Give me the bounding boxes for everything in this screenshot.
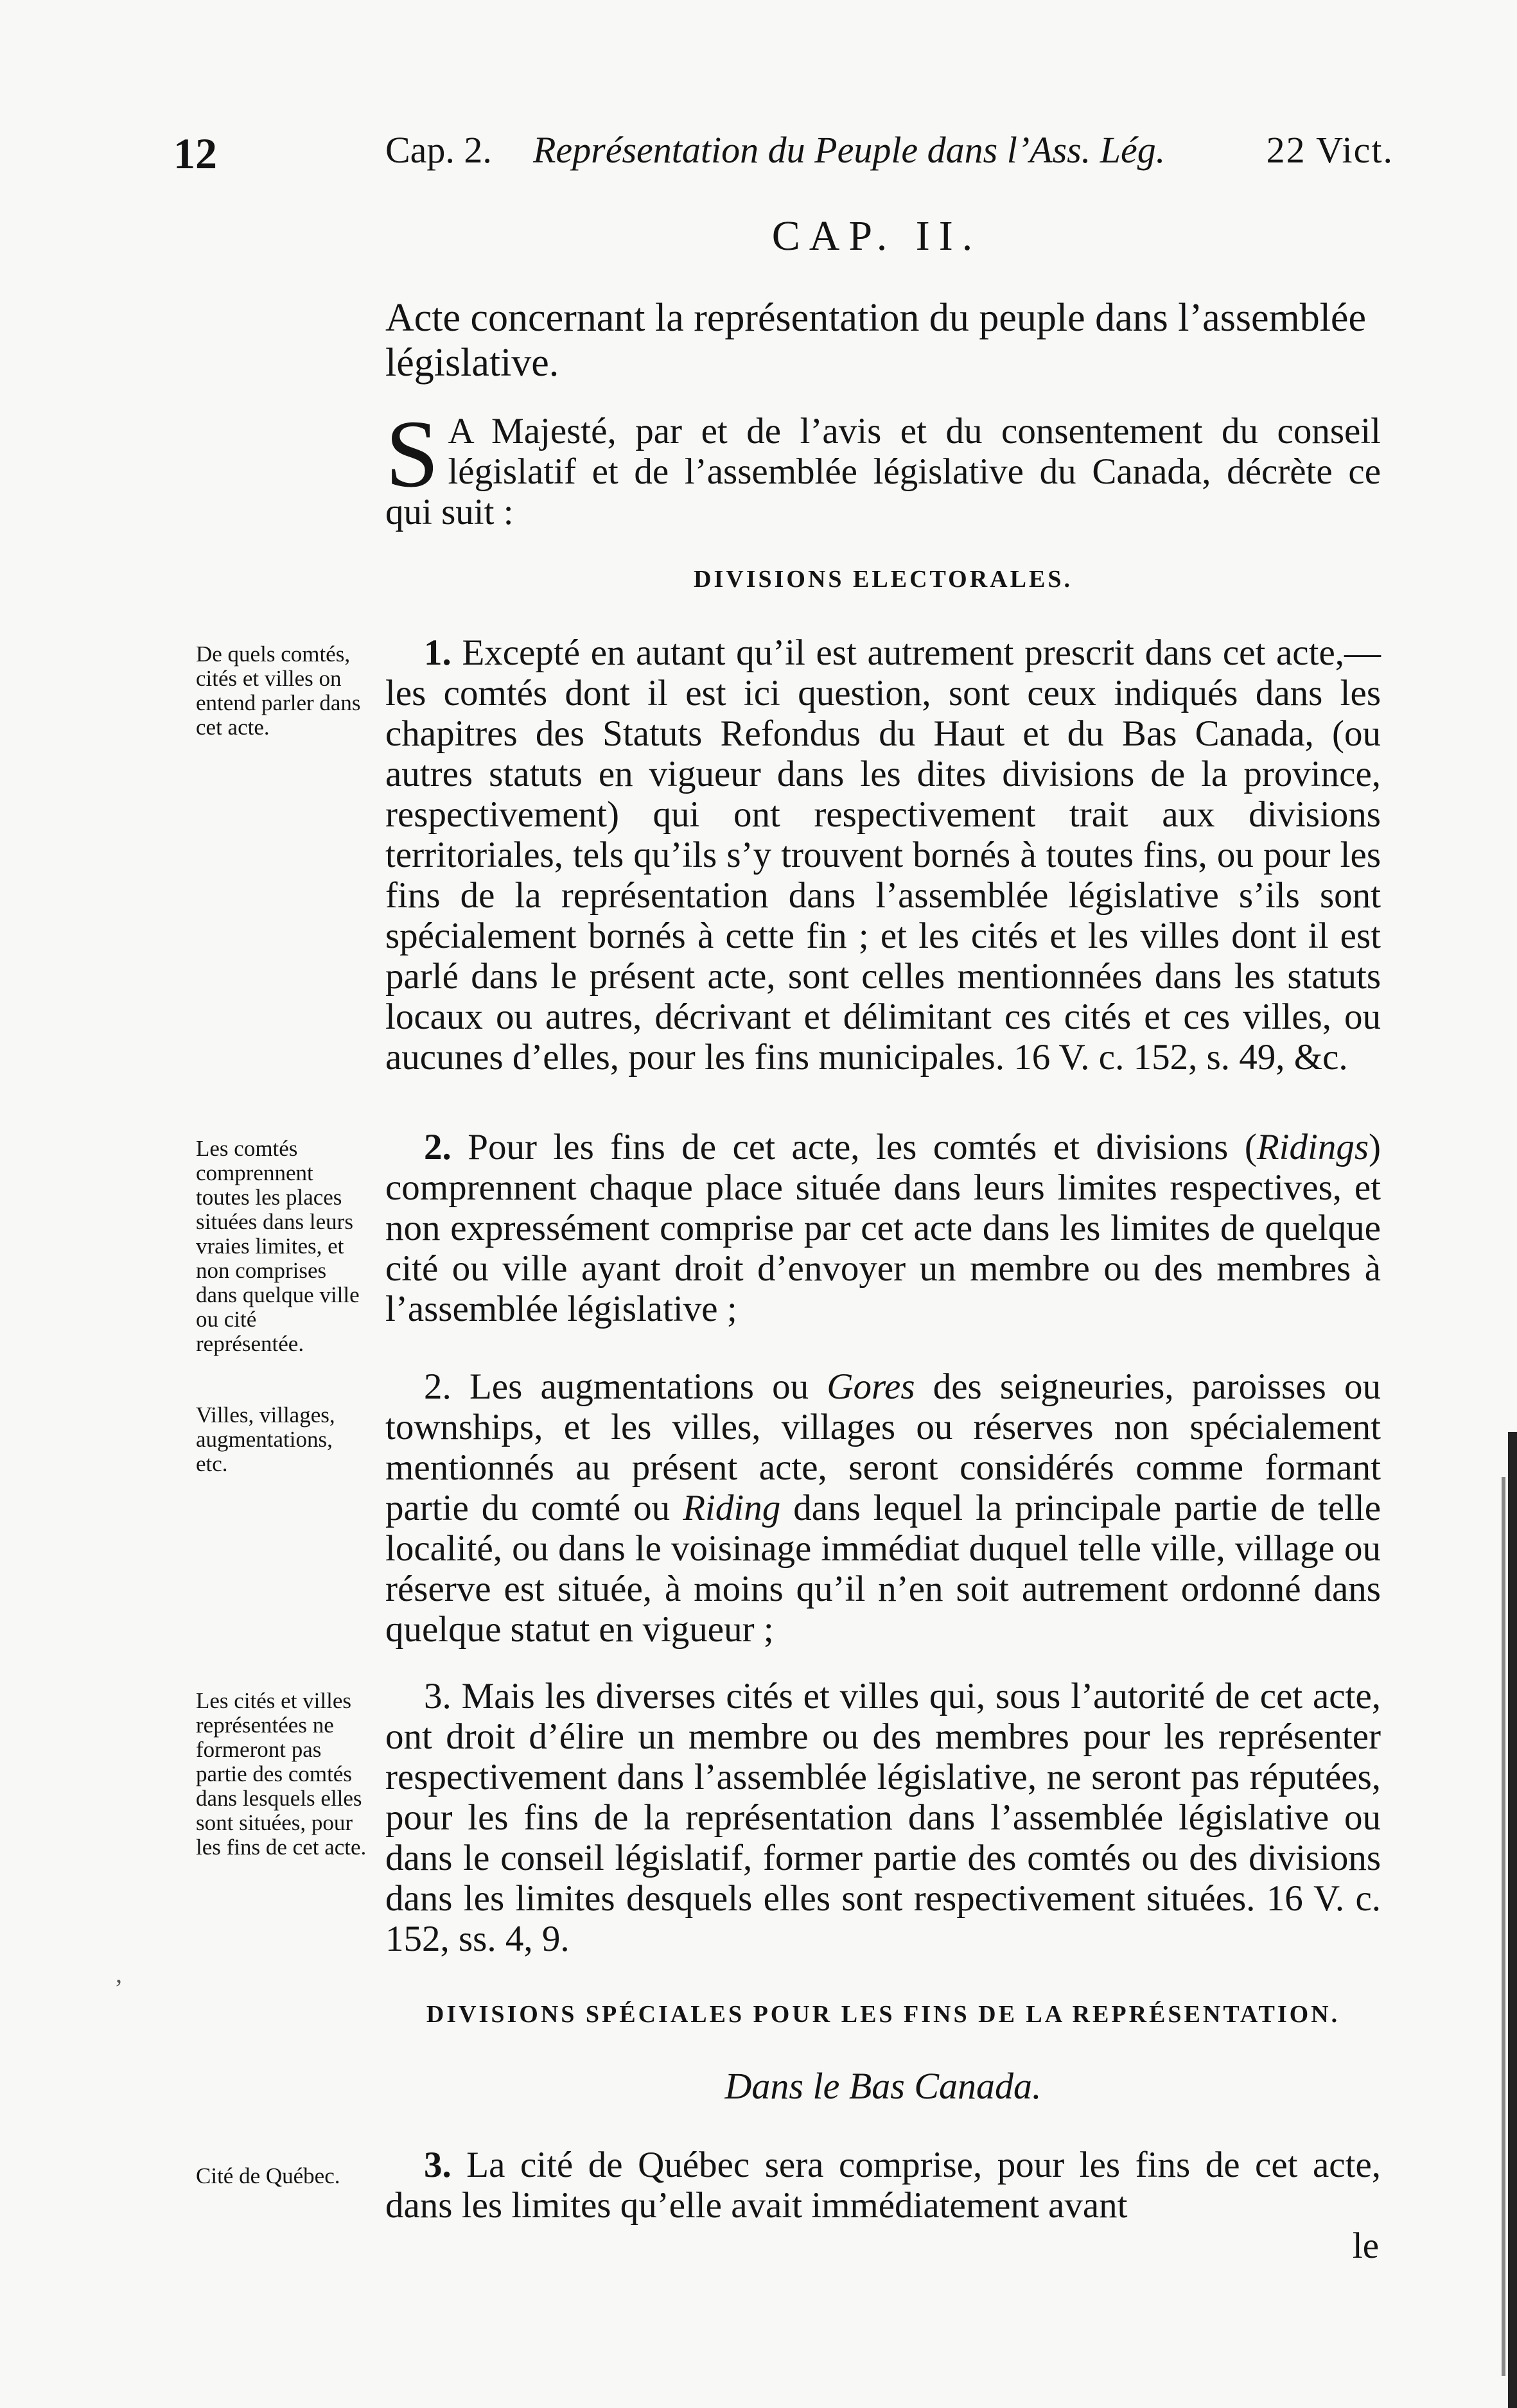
sidenote-3: Villes, villages, augmentations, etc. [196,1402,335,1476]
subsection-2: 2. Les augmentations ou Gores des seigneuries, paroisses ou townships, et les villes, villages ou réserves non spécialement mentionnés au présent acte, seront considérés comme formant partie du comté ou Riding dans lequel la principale partie de telle localité, ou dans le voisinage immédiat duquel telle ville, village ou réserve est située, à moins qu’il n’en soit autrement ordonné dans quelque statut en vigueur ; [385,1366,1381,1650]
act-title: Acte concernant la représentation du peuple dans l’assemblée législative. [385,296,1366,385]
sidenote-2: Les comtés comprennent toutes les places situées dans leurs vraies limites, et non comprises dans quelque ville ou cité représentée. [196,1136,360,1356]
section-heading-electoral: DIVISIONS ELECTORALES. [694,566,1073,593]
subsection-3: 3. Mais les diverses cités et villes qui, sous l’autorité de cet acte, ont droit d’élire un membre ou des membres pour les représenter respectivement dans l’assemblée législative, ne seront pas réputées, pour les fins de la représentation dans l’assemblée législative ou dans le conseil législatif, former partie des comtés ou des divisions dans les limites desquels elles sont respectivement situées. 16 V. c. 152, ss. 4, 9. [385,1676,1381,1959]
preamble [385,401,1381,532]
sidenote-4: Les cités et villes représentées ne formeront pas partie des comtés dans lesquels elles sont situées, pour les fins de cet acte. [196,1688,367,1860]
page-number: 12 [173,129,217,178]
catchword: le [1352,2226,1379,2266]
subheading-lower-canada: Dans le Bas Canada. [724,2065,1042,2107]
section-heading-special: DIVISIONS SPÉCIALES POUR LES FINS DE LA REPRÉSENTATION. [426,2001,1340,2028]
regnal-year: 22 Vict. [1266,129,1394,171]
section-number: 1. [424,633,452,673]
page-edge-shadow [1508,1432,1517,2408]
section-number: 2. [424,1127,452,1167]
stray-mark: , [116,1959,122,1988]
running-title: Représentation du Peuple dans l’Ass. Lég. [533,129,1166,171]
sidenote-1: De quels comtés, cités et villes on entend parler dans cet acte. [196,641,361,740]
section-text: Excepté en autant qu’il est autrement prescrit dans cet acte,—les comtés dont il est ici question, sont ceux indiqués dans les chapitres des Statuts Refondus du Haut et du Bas Canada, (ou autres statuts en vigueur dans les dites divisions de la province, respectivement) qui ont respectivement trait aux divisions territoriales, tels qu’ils s’y trouvent bornés à toutes fins, ou pour les fins de la représentation dans l’assemblée législative s’ils sont spécialement bornés à cette fin ; et les cités et les villes dont il est parlé dans le présent acte, sont celles mentionnées dans les statuts locaux ou autres, décrivant et délimitant ces cités et ces villes, ou aucunes d’elles, pour les fins municipales. 16 V. c. 152, s. 49, &c. [385,633,1381,1077]
preamble-text: A Majesté, par et de l’avis et du consentement du conseil législatif et de l’assemblée législative du Canada, décrète ce qui suit : [385,411,1381,532]
section-3: 3. La cité de Québec sera comprise, pour les fins de cet acte, dans les limites qu’elle avait immédiatement avant [385,2145,1381,2226]
subsection-number: 2. [424,1366,452,1407]
sidenote-5: Cité de Québec. [196,2163,340,2188]
running-header [173,128,1394,180]
page-edge-shadow-light [1502,1477,1505,2376]
section-number: 3. [424,2145,452,2185]
section-1 [385,633,1381,1077]
chapter-reference: Cap. 2. [385,129,492,171]
subsection-number: 3. [424,1676,452,1716]
section-2: 2. Pour les fins de cet acte, les comtés et divisions (Ridings) comprennent chaque place située dans leurs limites respectives, et non expressément comprise par cet acte dans les limites de quelque cité ou ville ayant droit d’envoyer un membre ou des membres à l’assemblée législative ; [385,1127,1381,1329]
chapter-heading: CAP. II. [771,213,982,259]
drop-cap: S [385,401,439,507]
